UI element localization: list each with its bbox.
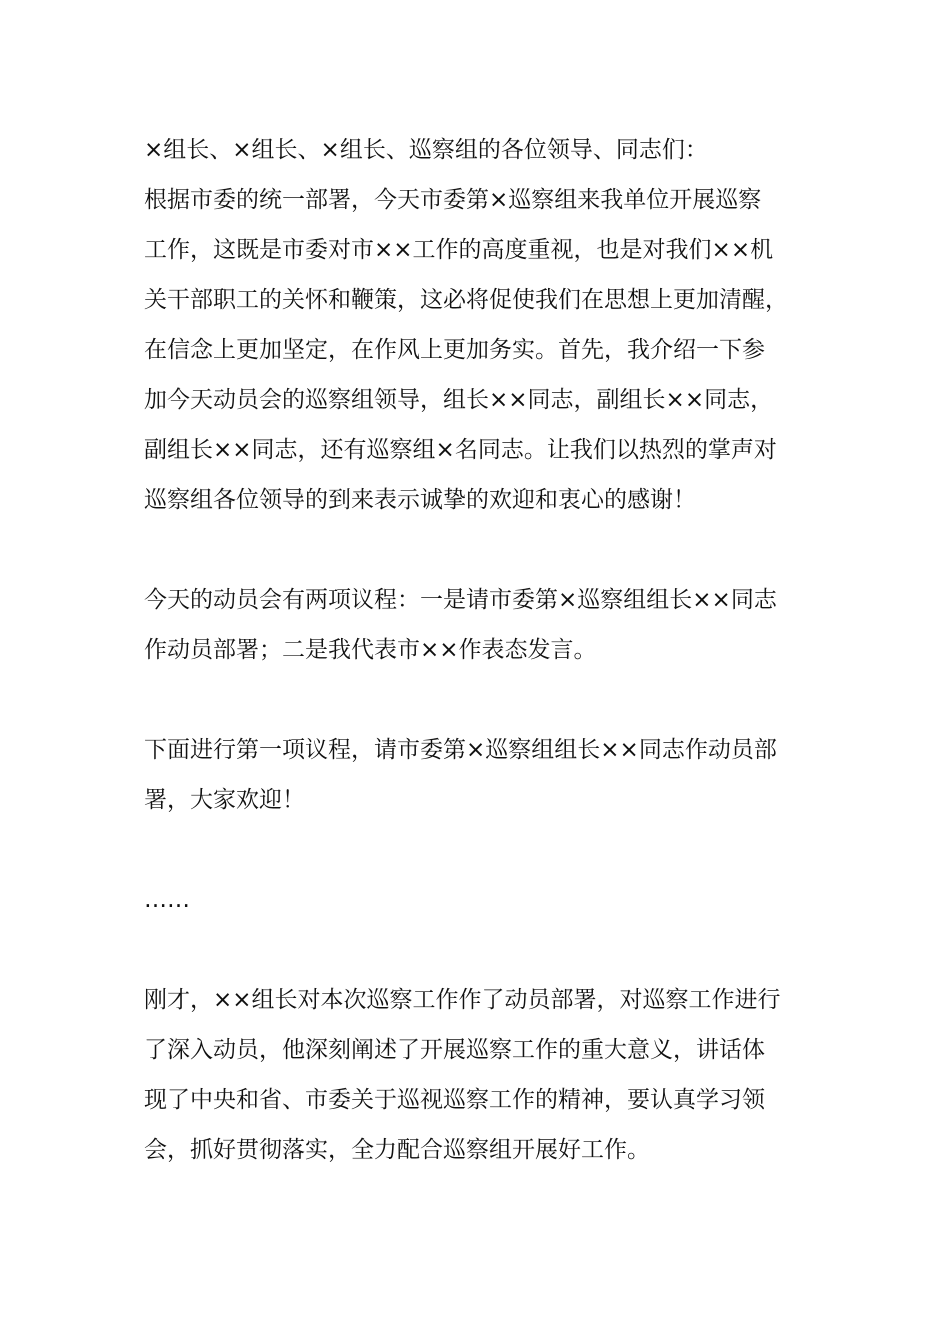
text-line: 关干部职工的关怀和鞭策，这必将促使我们在思想上更加清醒， (144, 287, 788, 313)
document-body (144, 125, 824, 1175)
text-line: 巡察组各位领导的到来表示诚挚的欢迎和衷心的感谢！ (144, 487, 696, 513)
text-line: 刚才，××组长对本次巡察工作作了动员部署，对巡察工作进行 (144, 987, 781, 1013)
text-line: 现了中央和省、市委关于巡视巡察工作的精神，要认真学习领 (144, 1087, 765, 1113)
paragraph-spacer (144, 925, 824, 975)
greeting-paragraph (144, 125, 824, 175)
text-line: 了深入动员，他深刻阐述了开展巡察工作的重大意义，讲话体 (144, 1037, 765, 1063)
text-line: 根据市委的统一部署，今天市委第×巡察组来我单位开展巡察 (144, 187, 762, 213)
text-line: 工作，这既是市委对市××工作的高度重视，也是对我们××机 (144, 237, 774, 263)
text-line: 今天的动员会有两项议程：一是请市委第×巡察组组长××同志 (144, 587, 777, 613)
paragraph-spacer (144, 825, 824, 875)
text-line: 加今天动员会的巡察组领导，组长××同志，副组长××同志， (144, 387, 774, 413)
text-line: 会，抓好贯彻落实，全力配合巡察组开展好工作。 (144, 1137, 650, 1163)
text-line: 署，大家欢迎！ (144, 787, 305, 813)
paragraph-spacer (144, 675, 824, 725)
text-line: 作动员部署；二是我代表市××作表态发言。 (144, 637, 597, 663)
ellipsis-paragraph (144, 875, 824, 925)
first-item-paragraph (144, 725, 824, 825)
text-line: 副组长××同志，还有巡察组×名同志。让我们以热烈的掌声对 (144, 437, 777, 463)
summary-paragraph (144, 975, 824, 1175)
greeting-line: ×组长、×组长、×组长、巡察组的各位领导、同志们： (144, 137, 708, 163)
paragraph-spacer (144, 525, 824, 575)
ellipsis-line: …… (144, 887, 190, 913)
agenda-paragraph (144, 575, 824, 675)
text-line: 在信念上更加坚定，在作风上更加务实。首先，我介绍一下参 (144, 337, 765, 363)
intro-paragraph (144, 175, 824, 525)
text-line: 下面进行第一项议程，请市委第×巡察组组长××同志作动员部 (144, 737, 777, 763)
